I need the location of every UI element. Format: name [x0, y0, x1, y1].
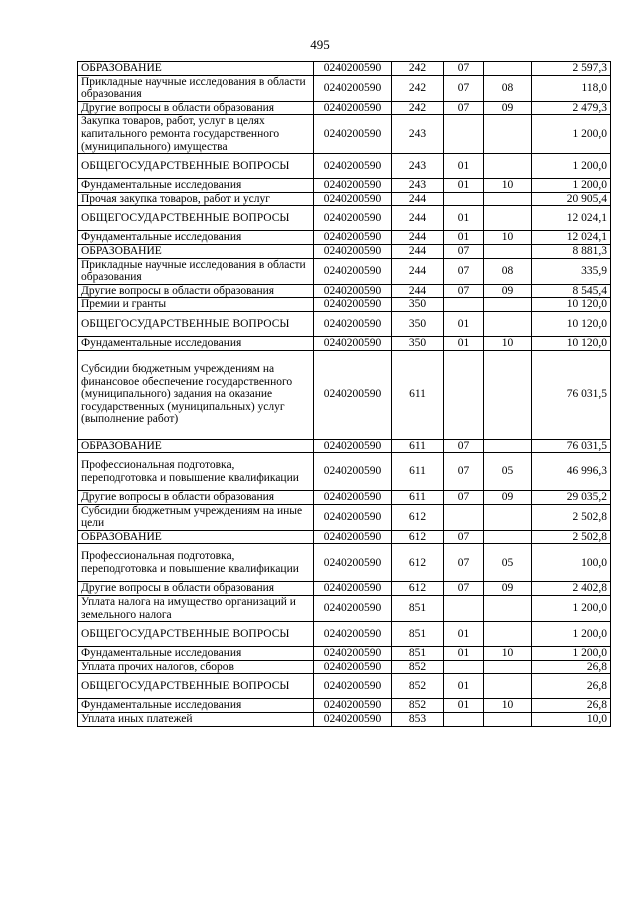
- row-subsection: [484, 439, 532, 453]
- row-name: ОБЩЕГОСУДАРСТВЕННЫЕ ВОПРОСЫ: [78, 674, 314, 699]
- row-target-code: 0240200590: [314, 596, 392, 622]
- row-subsection: [484, 660, 532, 674]
- row-section: [444, 660, 484, 674]
- row-expense-type: 244: [392, 244, 444, 258]
- table-row: [78, 115, 611, 154]
- row-name: ОБЩЕГОСУДАРСТВЕННЫЕ ВОПРОСЫ: [78, 206, 314, 231]
- row-section: 01: [444, 622, 484, 647]
- table-row: [78, 622, 611, 647]
- row-name: Премии и гранты: [78, 298, 314, 312]
- row-expense-type: 242: [392, 101, 444, 115]
- row-amount: 10 120,0: [532, 336, 611, 350]
- row-name: Фундаментальные исследования: [78, 336, 314, 350]
- row-name: ОБРАЗОВАНИЕ: [78, 530, 314, 544]
- row-section: 01: [444, 179, 484, 193]
- row-amount: 1 200,0: [532, 154, 611, 179]
- row-subsection: 10: [484, 336, 532, 350]
- row-target-code: 0240200590: [314, 154, 392, 179]
- row-amount: 26,8: [532, 660, 611, 674]
- row-subsection: 08: [484, 258, 532, 284]
- table-row: [78, 504, 611, 530]
- table-row: [78, 75, 611, 101]
- row-expense-type: 350: [392, 311, 444, 336]
- row-target-code: 0240200590: [314, 582, 392, 596]
- row-subsection: [484, 298, 532, 312]
- row-amount: 1 200,0: [532, 596, 611, 622]
- row-name: ОБЩЕГОСУДАРСТВЕННЫЕ ВОПРОСЫ: [78, 311, 314, 336]
- row-amount: 29 035,2: [532, 491, 611, 505]
- row-section: [444, 192, 484, 206]
- row-target-code: 0240200590: [314, 530, 392, 544]
- row-subsection: 10: [484, 231, 532, 245]
- row-amount: 20 905,4: [532, 192, 611, 206]
- row-subsection: [484, 713, 532, 727]
- row-section: [444, 504, 484, 530]
- row-section: [444, 713, 484, 727]
- row-section: 07: [444, 439, 484, 453]
- row-target-code: 0240200590: [314, 101, 392, 115]
- row-expense-type: 243: [392, 154, 444, 179]
- row-subsection: 10: [484, 699, 532, 713]
- row-section: 01: [444, 336, 484, 350]
- row-target-code: 0240200590: [314, 244, 392, 258]
- row-amount: 26,8: [532, 674, 611, 699]
- row-expense-type: 244: [392, 206, 444, 231]
- row-name: Субсидии бюджетным учреждениям на иные цели: [78, 504, 314, 530]
- row-expense-type: 612: [392, 530, 444, 544]
- row-amount: 335,9: [532, 258, 611, 284]
- row-expense-type: 244: [392, 258, 444, 284]
- row-amount: 12 024,1: [532, 206, 611, 231]
- row-subsection: [484, 62, 532, 76]
- row-amount: 2 402,8: [532, 582, 611, 596]
- row-name: Закупка товаров, работ, услуг в целях капитального ремонта государственного (муниципального) имущества: [78, 115, 314, 154]
- row-target-code: 0240200590: [314, 336, 392, 350]
- table-row: [78, 647, 611, 661]
- row-section: 01: [444, 699, 484, 713]
- row-amount: 8 881,3: [532, 244, 611, 258]
- row-target-code: 0240200590: [314, 231, 392, 245]
- row-subsection: [484, 311, 532, 336]
- row-amount: 100,0: [532, 544, 611, 582]
- table-row: [78, 206, 611, 231]
- row-name: Фундаментальные исследования: [78, 647, 314, 661]
- row-expense-type: 243: [392, 179, 444, 193]
- row-target-code: 0240200590: [314, 311, 392, 336]
- table-row: [78, 491, 611, 505]
- row-target-code: 0240200590: [314, 491, 392, 505]
- row-expense-type: 611: [392, 439, 444, 453]
- row-subsection: 08: [484, 75, 532, 101]
- row-section: [444, 350, 484, 439]
- row-expense-type: 244: [392, 284, 444, 298]
- row-expense-type: 242: [392, 62, 444, 76]
- row-name: Фундаментальные исследования: [78, 699, 314, 713]
- row-amount: 26,8: [532, 699, 611, 713]
- row-expense-type: 852: [392, 660, 444, 674]
- row-target-code: 0240200590: [314, 206, 392, 231]
- table-row: [78, 298, 611, 312]
- row-name: Фундаментальные исследования: [78, 179, 314, 193]
- row-name: Уплата прочих налогов, сборов: [78, 660, 314, 674]
- row-target-code: 0240200590: [314, 453, 392, 491]
- row-subsection: 10: [484, 179, 532, 193]
- row-subsection: 09: [484, 284, 532, 298]
- row-section: 07: [444, 244, 484, 258]
- row-subsection: [484, 622, 532, 647]
- row-amount: 10 120,0: [532, 298, 611, 312]
- row-subsection: [484, 504, 532, 530]
- row-name: Субсидии бюджетным учреждениям на финансовое обеспечение государственного (муниципального) задания на оказание государственных (муниципальных) услуг (выполнение работ): [78, 350, 314, 439]
- row-amount: 2 479,3: [532, 101, 611, 115]
- row-expense-type: 243: [392, 115, 444, 154]
- row-amount: 8 545,4: [532, 284, 611, 298]
- table-row: [78, 101, 611, 115]
- row-amount: 76 031,5: [532, 350, 611, 439]
- table-row: [78, 62, 611, 76]
- row-target-code: 0240200590: [314, 298, 392, 312]
- table-row: [78, 713, 611, 727]
- row-target-code: 0240200590: [314, 660, 392, 674]
- row-subsection: [484, 350, 532, 439]
- row-target-code: 0240200590: [314, 713, 392, 727]
- row-section: 07: [444, 530, 484, 544]
- row-target-code: 0240200590: [314, 544, 392, 582]
- row-expense-type: 612: [392, 504, 444, 530]
- row-subsection: [484, 674, 532, 699]
- row-expense-type: 244: [392, 192, 444, 206]
- row-section: 07: [444, 491, 484, 505]
- table-row: [78, 231, 611, 245]
- row-target-code: 0240200590: [314, 699, 392, 713]
- row-section: 01: [444, 674, 484, 699]
- row-name: Другие вопросы в области образования: [78, 582, 314, 596]
- row-name: ОБРАЗОВАНИЕ: [78, 62, 314, 76]
- table-row: [78, 596, 611, 622]
- row-section: [444, 596, 484, 622]
- table-row: [78, 244, 611, 258]
- budget-table: [77, 61, 611, 727]
- row-target-code: 0240200590: [314, 504, 392, 530]
- table-row: [78, 258, 611, 284]
- row-amount: 1 200,0: [532, 647, 611, 661]
- row-section: 07: [444, 582, 484, 596]
- row-section: 01: [444, 231, 484, 245]
- page-number: 495: [310, 37, 330, 52]
- row-amount: 2 502,8: [532, 504, 611, 530]
- row-target-code: 0240200590: [314, 674, 392, 699]
- row-subsection: [484, 192, 532, 206]
- row-name: Другие вопросы в области образования: [78, 101, 314, 115]
- row-target-code: 0240200590: [314, 258, 392, 284]
- row-expense-type: 244: [392, 231, 444, 245]
- row-subsection: [484, 596, 532, 622]
- row-section: [444, 298, 484, 312]
- row-subsection: [484, 244, 532, 258]
- row-section: 07: [444, 284, 484, 298]
- table-row: [78, 336, 611, 350]
- row-section: 01: [444, 154, 484, 179]
- row-name: ОБЩЕГОСУДАРСТВЕННЫЕ ВОПРОСЫ: [78, 622, 314, 647]
- row-name: Профессиональная подготовка, переподготовка и повышение квалификации: [78, 453, 314, 491]
- row-subsection: [484, 154, 532, 179]
- row-target-code: 0240200590: [314, 115, 392, 154]
- row-subsection: 10: [484, 647, 532, 661]
- row-amount: 76 031,5: [532, 439, 611, 453]
- row-section: 07: [444, 453, 484, 491]
- row-section: 01: [444, 206, 484, 231]
- row-target-code: 0240200590: [314, 192, 392, 206]
- row-name: Уплата иных платежей: [78, 713, 314, 727]
- row-target-code: 0240200590: [314, 350, 392, 439]
- row-subsection: [484, 115, 532, 154]
- row-subsection: [484, 530, 532, 544]
- row-amount: 118,0: [532, 75, 611, 101]
- row-section: 07: [444, 101, 484, 115]
- row-section: 07: [444, 75, 484, 101]
- row-target-code: 0240200590: [314, 62, 392, 76]
- row-name: Прикладные научные исследования в области образования: [78, 75, 314, 101]
- table-row: [78, 179, 611, 193]
- row-name: Другие вопросы в области образования: [78, 491, 314, 505]
- row-name: Прочая закупка товаров, работ и услуг: [78, 192, 314, 206]
- row-target-code: 0240200590: [314, 439, 392, 453]
- table-row: [78, 660, 611, 674]
- row-name: Уплата налога на имущество организаций и земельного налога: [78, 596, 314, 622]
- row-section: 07: [444, 544, 484, 582]
- row-amount: 2 502,8: [532, 530, 611, 544]
- table-row: [78, 582, 611, 596]
- row-target-code: 0240200590: [314, 284, 392, 298]
- table-body: [78, 62, 611, 727]
- row-name: Фундаментальные исследования: [78, 231, 314, 245]
- row-expense-type: 853: [392, 713, 444, 727]
- row-expense-type: 350: [392, 298, 444, 312]
- table-row: [78, 154, 611, 179]
- row-expense-type: 851: [392, 596, 444, 622]
- row-section: 01: [444, 311, 484, 336]
- table-row: [78, 674, 611, 699]
- row-section: 07: [444, 258, 484, 284]
- table-row: [78, 284, 611, 298]
- row-target-code: 0240200590: [314, 75, 392, 101]
- row-name: Прикладные научные исследования в области образования: [78, 258, 314, 284]
- row-amount: 1 200,0: [532, 622, 611, 647]
- row-subsection: [484, 206, 532, 231]
- table-row: [78, 192, 611, 206]
- table-row: [78, 350, 611, 439]
- row-target-code: 0240200590: [314, 179, 392, 193]
- row-subsection: 09: [484, 101, 532, 115]
- row-subsection: 05: [484, 453, 532, 491]
- row-amount: 2 597,3: [532, 62, 611, 76]
- row-expense-type: 242: [392, 75, 444, 101]
- row-amount: 46 996,3: [532, 453, 611, 491]
- row-amount: 12 024,1: [532, 231, 611, 245]
- row-name: Профессиональная подготовка, переподготовка и повышение квалификации: [78, 544, 314, 582]
- table-row: [78, 544, 611, 582]
- row-target-code: 0240200590: [314, 647, 392, 661]
- row-expense-type: 851: [392, 622, 444, 647]
- row-amount: 1 200,0: [532, 179, 611, 193]
- row-section: 07: [444, 62, 484, 76]
- row-expense-type: 612: [392, 582, 444, 596]
- row-amount: 10,0: [532, 713, 611, 727]
- row-section: 01: [444, 647, 484, 661]
- row-amount: 1 200,0: [532, 115, 611, 154]
- row-expense-type: 611: [392, 350, 444, 439]
- row-name: Другие вопросы в области образования: [78, 284, 314, 298]
- row-section: [444, 115, 484, 154]
- row-name: ОБЩЕГОСУДАРСТВЕННЫЕ ВОПРОСЫ: [78, 154, 314, 179]
- row-target-code: 0240200590: [314, 622, 392, 647]
- row-expense-type: 852: [392, 674, 444, 699]
- row-expense-type: 612: [392, 544, 444, 582]
- row-expense-type: 350: [392, 336, 444, 350]
- table-row: [78, 699, 611, 713]
- table-row: [78, 530, 611, 544]
- table-row: [78, 439, 611, 453]
- row-amount: 10 120,0: [532, 311, 611, 336]
- row-expense-type: 852: [392, 699, 444, 713]
- table-row: [78, 453, 611, 491]
- row-name: ОБРАЗОВАНИЕ: [78, 244, 314, 258]
- table-row: [78, 311, 611, 336]
- row-expense-type: 611: [392, 453, 444, 491]
- row-name: ОБРАЗОВАНИЕ: [78, 439, 314, 453]
- row-expense-type: 851: [392, 647, 444, 661]
- row-subsection: 05: [484, 544, 532, 582]
- row-subsection: 09: [484, 491, 532, 505]
- row-subsection: 09: [484, 582, 532, 596]
- row-expense-type: 611: [392, 491, 444, 505]
